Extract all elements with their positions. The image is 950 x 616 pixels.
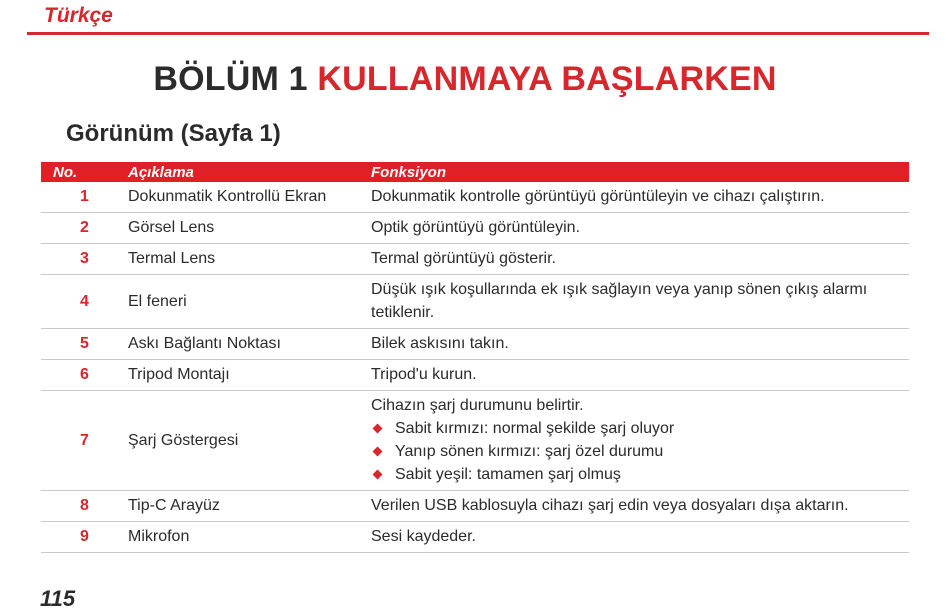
row-function: Verilen USB kablosuyla cihazı şarj edin veya dosyaları dışa aktarın. <box>371 491 909 522</box>
row-function: Optik görüntüyü görüntüleyin. <box>371 213 909 244</box>
indicator-states-list <box>371 417 899 486</box>
table-row <box>41 360 909 391</box>
bullet-text: Yanıp sönen kırmızı: şarj özel durumu <box>395 443 664 460</box>
table-row <box>41 329 909 360</box>
header-function: Fonksiyon <box>371 163 447 181</box>
header-no: No. <box>53 163 78 181</box>
row-function: Termal görüntüyü gösterir. <box>371 244 909 275</box>
row-number: 6 <box>41 360 128 391</box>
row-number: 4 <box>41 275 128 329</box>
list-item <box>371 417 899 440</box>
table-row <box>41 275 909 329</box>
row-description: Görsel Lens <box>128 213 371 244</box>
table-row <box>41 213 909 244</box>
row-function: Bilek askısını takın. <box>371 329 909 360</box>
row-function: Sesi kaydeder. <box>371 522 909 553</box>
table-row <box>41 522 909 553</box>
header-description: Açıklama <box>128 163 194 181</box>
chapter-title <box>0 60 930 99</box>
row-function: Cihazın şarj durumunu belirtir. <box>371 397 584 414</box>
row-number: 7 <box>41 391 128 491</box>
row-description: Askı Bağlantı Noktası <box>128 329 371 360</box>
row-function: Dokunmatik kontrolle görüntüyü görüntüleyin ve cihazı çalıştırın. <box>371 182 909 213</box>
chapter-prefix: BÖLÜM 1 <box>153 60 308 98</box>
row-description: Dokunmatik Kontrollü Ekran <box>128 182 371 213</box>
table-row <box>41 244 909 275</box>
table-row <box>41 391 909 491</box>
row-number: 1 <box>41 182 128 213</box>
page-number: 115 <box>40 586 76 611</box>
row-number: 8 <box>41 491 128 522</box>
row-function-cell <box>371 391 909 491</box>
bullet-diamond-icon <box>373 470 383 480</box>
row-function: Düşük ışık koşullarında ek ışık sağlayın veya yanıp sönen çıkış alarmı tetiklenir. <box>371 275 909 329</box>
section-title: Görünüm (Sayfa 1) <box>66 120 281 147</box>
row-function: Tripod'u kurun. <box>371 360 909 391</box>
row-number: 5 <box>41 329 128 360</box>
row-description: Mikrofon <box>128 522 371 553</box>
bullet-text: Sabit yeşil: tamamen şarj olmuş <box>395 466 621 483</box>
table-row <box>41 491 909 522</box>
row-description: Tripod Montajı <box>128 360 371 391</box>
table-row <box>41 182 909 213</box>
list-item <box>371 463 899 486</box>
row-description: Tip-C Arayüz <box>128 491 371 522</box>
row-number: 9 <box>41 522 128 553</box>
row-description: Şarj Göstergesi <box>128 391 371 491</box>
row-number: 2 <box>41 213 128 244</box>
bullet-diamond-icon <box>373 424 383 434</box>
header-divider <box>27 32 929 35</box>
table-header-row <box>41 162 909 182</box>
chapter-name: KULLANMAYA BAŞLARKEN <box>317 60 777 98</box>
components-table <box>41 162 909 553</box>
row-description: Termal Lens <box>128 244 371 275</box>
list-item <box>371 440 899 463</box>
row-number: 3 <box>41 244 128 275</box>
row-description: El feneri <box>128 275 371 329</box>
language-label: Türkçe <box>44 4 113 27</box>
bullet-text: Sabit kırmızı: normal şekilde şarj oluyor <box>395 420 675 437</box>
bullet-diamond-icon <box>373 447 383 457</box>
